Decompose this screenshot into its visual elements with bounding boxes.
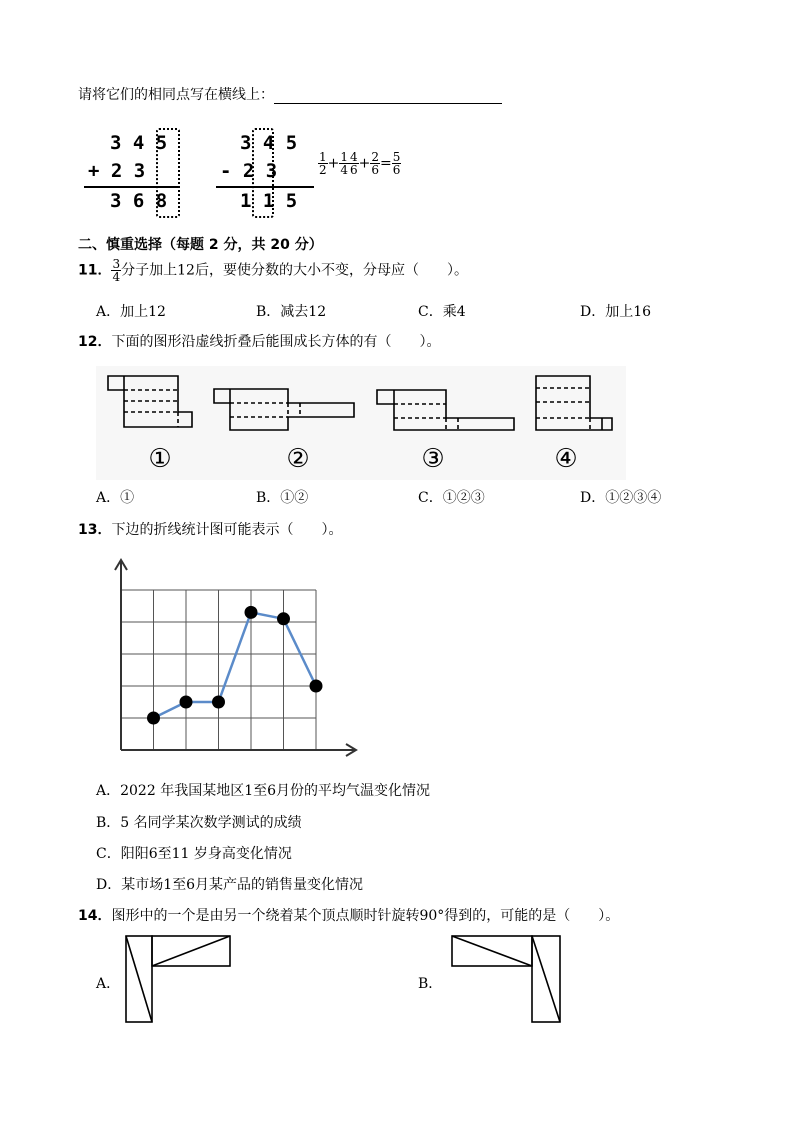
prompt-text: 请将它们的相同点写在横线上： (78, 87, 274, 103)
q13-number: 13． (78, 522, 112, 538)
q11-option-a[interactable]: A．加上12 (96, 304, 166, 320)
net-label-4: ④ (554, 444, 578, 474)
q12-option-a[interactable]: A．① (96, 490, 135, 506)
q12-option-c[interactable]: C．①②③ (418, 490, 485, 506)
fraction-2-6: $\frac{2}{6}$ (371, 150, 380, 177)
q11-stem: 分子加上12后，要使分数的大小不变，分母应（ ）。 (121, 262, 468, 279)
subtraction-figure (212, 126, 316, 216)
q14-stem: 图形中的一个是由另一个绕着某个顶点顺时针旋转90°得到的，可能的是（ ）。 (111, 908, 620, 924)
question-12 (78, 331, 440, 351)
question-13 (78, 519, 342, 539)
q13-stem: 下边的折线统计图可能表示（ ）。 (111, 522, 343, 538)
q11-option-d[interactable]: D．加上16 (580, 304, 652, 320)
add-dotted-box (156, 128, 180, 218)
data-point-3 (212, 696, 225, 709)
q11-option-b[interactable]: B．减去12 (256, 304, 327, 320)
q13-option-c[interactable]: C．阳阳6至11 岁身高变化情况 (96, 846, 292, 862)
fraction-1-2: $\frac{1}{2}$ (319, 150, 327, 177)
data-point-6 (310, 680, 323, 693)
horizontal-rect-diagonal (452, 936, 532, 966)
x-axis-arrow (121, 744, 356, 756)
sub-dotted-box (252, 128, 274, 218)
rotation-figure-a[interactable] (124, 934, 234, 1026)
q13-option-b[interactable]: B．5 名同学某次数学测试的成绩 (96, 815, 302, 831)
vertical-rect-diagonal (532, 936, 560, 1022)
fraction-5-6: $\frac{5}{6}$ (392, 150, 401, 177)
data-point-4 (245, 606, 258, 619)
section-heading: 二、慎重选择（每题 2 分，共 20 分） (78, 237, 323, 253)
q12-stem: 下面的图形沿虚线折叠后能围成长方体的有（ ）。 (111, 334, 441, 350)
net-label-3: ③ (421, 444, 445, 474)
q14-option-a[interactable]: A． (96, 976, 121, 992)
cuboid-nets-figure (96, 366, 626, 480)
y-axis-arrow (115, 560, 127, 750)
fraction-equation: $\frac{1}{2}$ + $\frac{1}{4}$ $\frac{4}{6}$ + $\frac{2}{6}$ = $\frac{5}{6}$ (319, 150, 401, 177)
answer-blank-line[interactable] (274, 89, 502, 104)
sub-row2: - 2 3 (220, 160, 278, 182)
q12-option-d[interactable]: D．①②③④ (580, 490, 662, 506)
figure-background (96, 366, 626, 480)
horizontal-rect-diagonal (152, 936, 230, 966)
data-point-1 (147, 712, 160, 725)
fill-in-prompt (78, 84, 502, 104)
net-label-1: ① (148, 444, 172, 474)
add-row2: + 2 3 (88, 160, 146, 182)
q14-option-b[interactable]: B． (418, 976, 443, 992)
q13-option-a[interactable]: A．2022 年我国某地区1至6月份的平均气温变化情况 (96, 783, 431, 799)
q12-number: 12． (78, 334, 112, 350)
rotation-figure-b[interactable] (450, 934, 564, 1026)
q14-number: 14． (78, 908, 112, 924)
line-chart (108, 552, 362, 760)
add-result: 3 6 8 (110, 190, 168, 212)
question-14 (78, 905, 619, 925)
sub-row1: 3 4 5 (240, 132, 298, 154)
vertical-rect-diagonal (126, 936, 152, 1022)
data-point-5 (277, 612, 290, 625)
fraction-1-4: $\frac{1}{4}$ (340, 150, 349, 177)
addition-figure (80, 126, 180, 216)
q12-option-b[interactable]: B．①② (256, 490, 309, 506)
data-points (147, 606, 323, 725)
q13-option-d[interactable]: D．某市场1至6月某产品的销售量变化情况 (96, 877, 364, 893)
q11-fraction: $\frac{3}{4}$ (112, 257, 121, 284)
data-series-line (154, 612, 317, 718)
add-row1: 3 4 5 (110, 132, 168, 154)
fraction-4-6: $\frac{4}{6}$ (350, 150, 358, 177)
sub-result: 1 1 5 (240, 190, 298, 212)
question-11 (78, 258, 468, 283)
net-label-2: ② (286, 444, 310, 474)
q11-option-c[interactable]: C．乘4 (418, 304, 466, 320)
data-point-2 (180, 696, 193, 709)
q11-number: 11． (78, 262, 112, 279)
